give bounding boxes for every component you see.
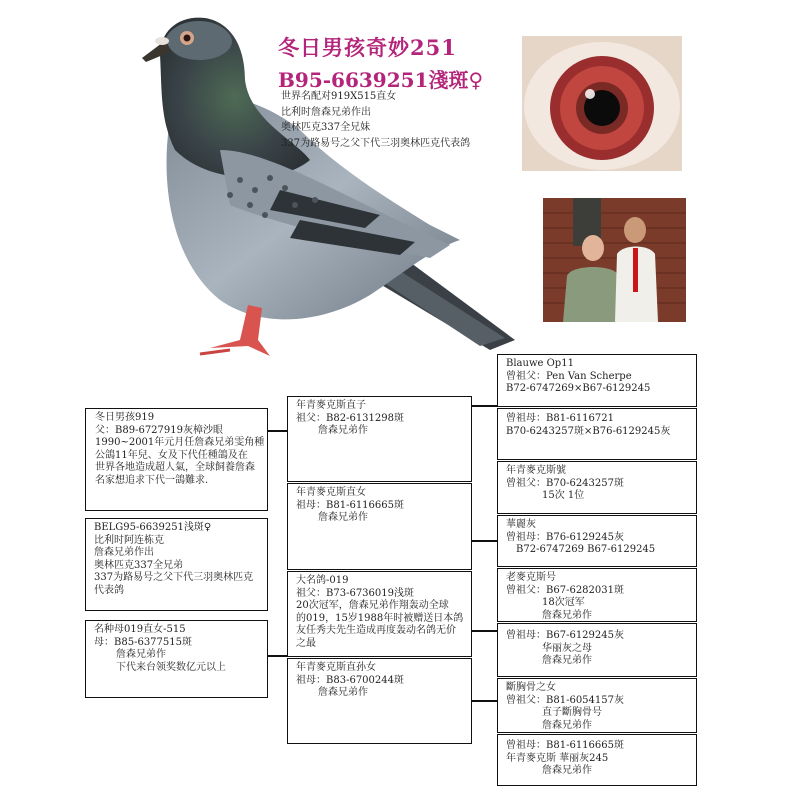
pigeon-name-title: 冬日男孩奇妙251 [278, 35, 457, 60]
ggp-ring: 曾祖父：B81-6054157灰 [506, 694, 624, 706]
gp-note: 詹森兄弟作 [318, 687, 368, 699]
ggp-name: 年青麥克斯號 [506, 465, 566, 476]
great-grandparent-box-4 [497, 515, 697, 567]
great-grandparent-box-3 [497, 461, 697, 514]
ggp-note: 詹森兄弟作 [542, 765, 592, 777]
ggp-note: B70-6243257斑×B76-6129245灰 [506, 425, 671, 437]
great-grandparent-box-7 [497, 678, 697, 733]
ggp-note: B72-6747269×B67-6129245 [506, 383, 651, 395]
sire-note: 公鴿11年兒、女及下代任種鴿及在 [95, 449, 248, 461]
gp-ring: 祖父：B73-6736019浅斑 [296, 587, 414, 599]
ggp-ring: 曾祖父：Pen Van Scherpe [506, 370, 632, 382]
subject-ring: BELG95-6639251浅斑♀ [94, 522, 212, 533]
sire-note: 世界各地造成超人氣，全球飼養詹森 [95, 462, 255, 474]
subject-note: 詹森兄弟作出 [94, 547, 154, 559]
connector-line [267, 430, 288, 432]
gp-note: 詹森兄弟作 [318, 425, 368, 437]
subject-note: 代表鸽 [94, 584, 124, 596]
connector-line [471, 405, 498, 407]
granddam-maternal-box [287, 658, 472, 744]
grandsire-maternal-box [287, 571, 472, 657]
subject-box [85, 518, 268, 611]
ggp-ring: 曾祖母：B81-6116665斑 [506, 740, 624, 751]
ggp-note: B72-6747269 B67-6129245 [516, 544, 656, 556]
dam-note: 詹森兄弟作 [116, 649, 166, 661]
ggp-name: Blauwe Op11 [506, 358, 574, 369]
connector-line [471, 540, 498, 542]
sire-name: 冬日男孩919 [95, 412, 155, 423]
grandsire-paternal-box [287, 396, 472, 482]
gp-name: 年青麥克斯直子 [296, 400, 366, 411]
great-grandparent-box-1 [497, 354, 697, 407]
gp-note: 詹森兄弟作 [318, 512, 368, 524]
ring-number-title: B95-6639251淺斑♀ [278, 68, 484, 92]
ggp-note: 年青麥克斯 華丽灰245 [506, 752, 609, 764]
connector-line [471, 630, 498, 632]
intro-line: 337为路易号之父下代三羽奥林匹克代表鸽 [281, 137, 471, 149]
pigeon-image [130, 10, 530, 360]
sire-ring: 父：B89-6727919灰樟沙眼 [95, 424, 223, 436]
ggp-name: 華麗灰 [506, 519, 536, 530]
sire-note: 名家想追求下代一鴿難求. [95, 474, 209, 486]
dam-note: 下代来台领奖数亿元以上 [116, 661, 226, 673]
ggp-note: 詹森兄弟作 [542, 609, 592, 621]
sire-note: 1990~2001年元月任詹森兄弟雯角種 [95, 437, 265, 449]
intro-line: 比利时詹森兄弟作出 [281, 106, 371, 118]
ggp-note: 詹森兄弟作 [542, 719, 592, 731]
ggp-note: 15次 1位 [542, 490, 585, 502]
intro-line: 奥林匹克337全兄妹 [281, 122, 371, 133]
gp-note: 之最 [296, 637, 316, 649]
gp-name: 年青麥克斯直女 [296, 487, 366, 498]
ggp-note: 华丽灰之母 [542, 642, 592, 654]
subject-note: 比利时阿连栋克 [94, 534, 164, 546]
ggp-ring: 曾祖母：B81-6116721 [506, 413, 614, 424]
ggp-note: 18次冠军 [542, 597, 585, 609]
great-grandparent-box-8 [497, 734, 697, 786]
subject-note: 337为路易号之父下代三羽奥林匹克 [94, 572, 254, 584]
ggp-note: 直子斷胸骨号 [542, 707, 602, 719]
eye-image [522, 36, 682, 171]
gp-ring: 祖母：B81-6116665斑 [296, 499, 404, 511]
great-grandparent-box-2 [497, 408, 697, 460]
ggp-ring: 曾祖母：B76-6129245灰 [506, 531, 624, 543]
great-grandparent-box-6 [497, 623, 697, 677]
gp-ring: 祖母：B83-6700244斑 [296, 674, 404, 686]
ggp-name: 斷胸骨之女 [506, 682, 556, 693]
ggp-note: 詹森兄弟作 [542, 655, 592, 667]
gp-note: 20次冠军，詹森兄弟作翔轰动全球 [296, 600, 449, 612]
great-grandparent-box-5 [497, 568, 697, 622]
gp-name: 大名鸽-019 [296, 575, 349, 586]
ggp-name: 老麥克斯号 [506, 572, 556, 583]
ggp-ring: 曾祖父：B67-6282031斑 [506, 584, 624, 596]
gp-note: 的019，15岁1988年时被赠送日本鸽 [296, 612, 464, 624]
gp-name: 年青麥克斯直孙女 [296, 662, 376, 673]
ggp-ring: 曾祖父：B70-6243257斑 [506, 477, 624, 489]
dam-ring: 母：B85-6377515斑 [94, 636, 192, 648]
intro-text [281, 89, 470, 151]
intro-line: 世界名配对919X515直女 [281, 91, 397, 102]
connector-line [471, 700, 498, 702]
breeder-photo [543, 198, 686, 322]
ggp-ring: 曾祖母：B67-6129245灰 [506, 630, 624, 641]
subject-note: 奥林匹克337全兄弟 [94, 559, 184, 571]
dam-box [85, 620, 268, 698]
gp-note: 友任秀夫先生造成再度轰动名鸽无价 [296, 625, 456, 637]
sire-box [85, 408, 268, 511]
granddam-paternal-box [287, 483, 472, 570]
connector-line [267, 655, 288, 657]
dam-name: 名种母019直女-515 [94, 624, 186, 635]
gp-ring: 祖父：B82-6131298斑 [296, 412, 404, 424]
